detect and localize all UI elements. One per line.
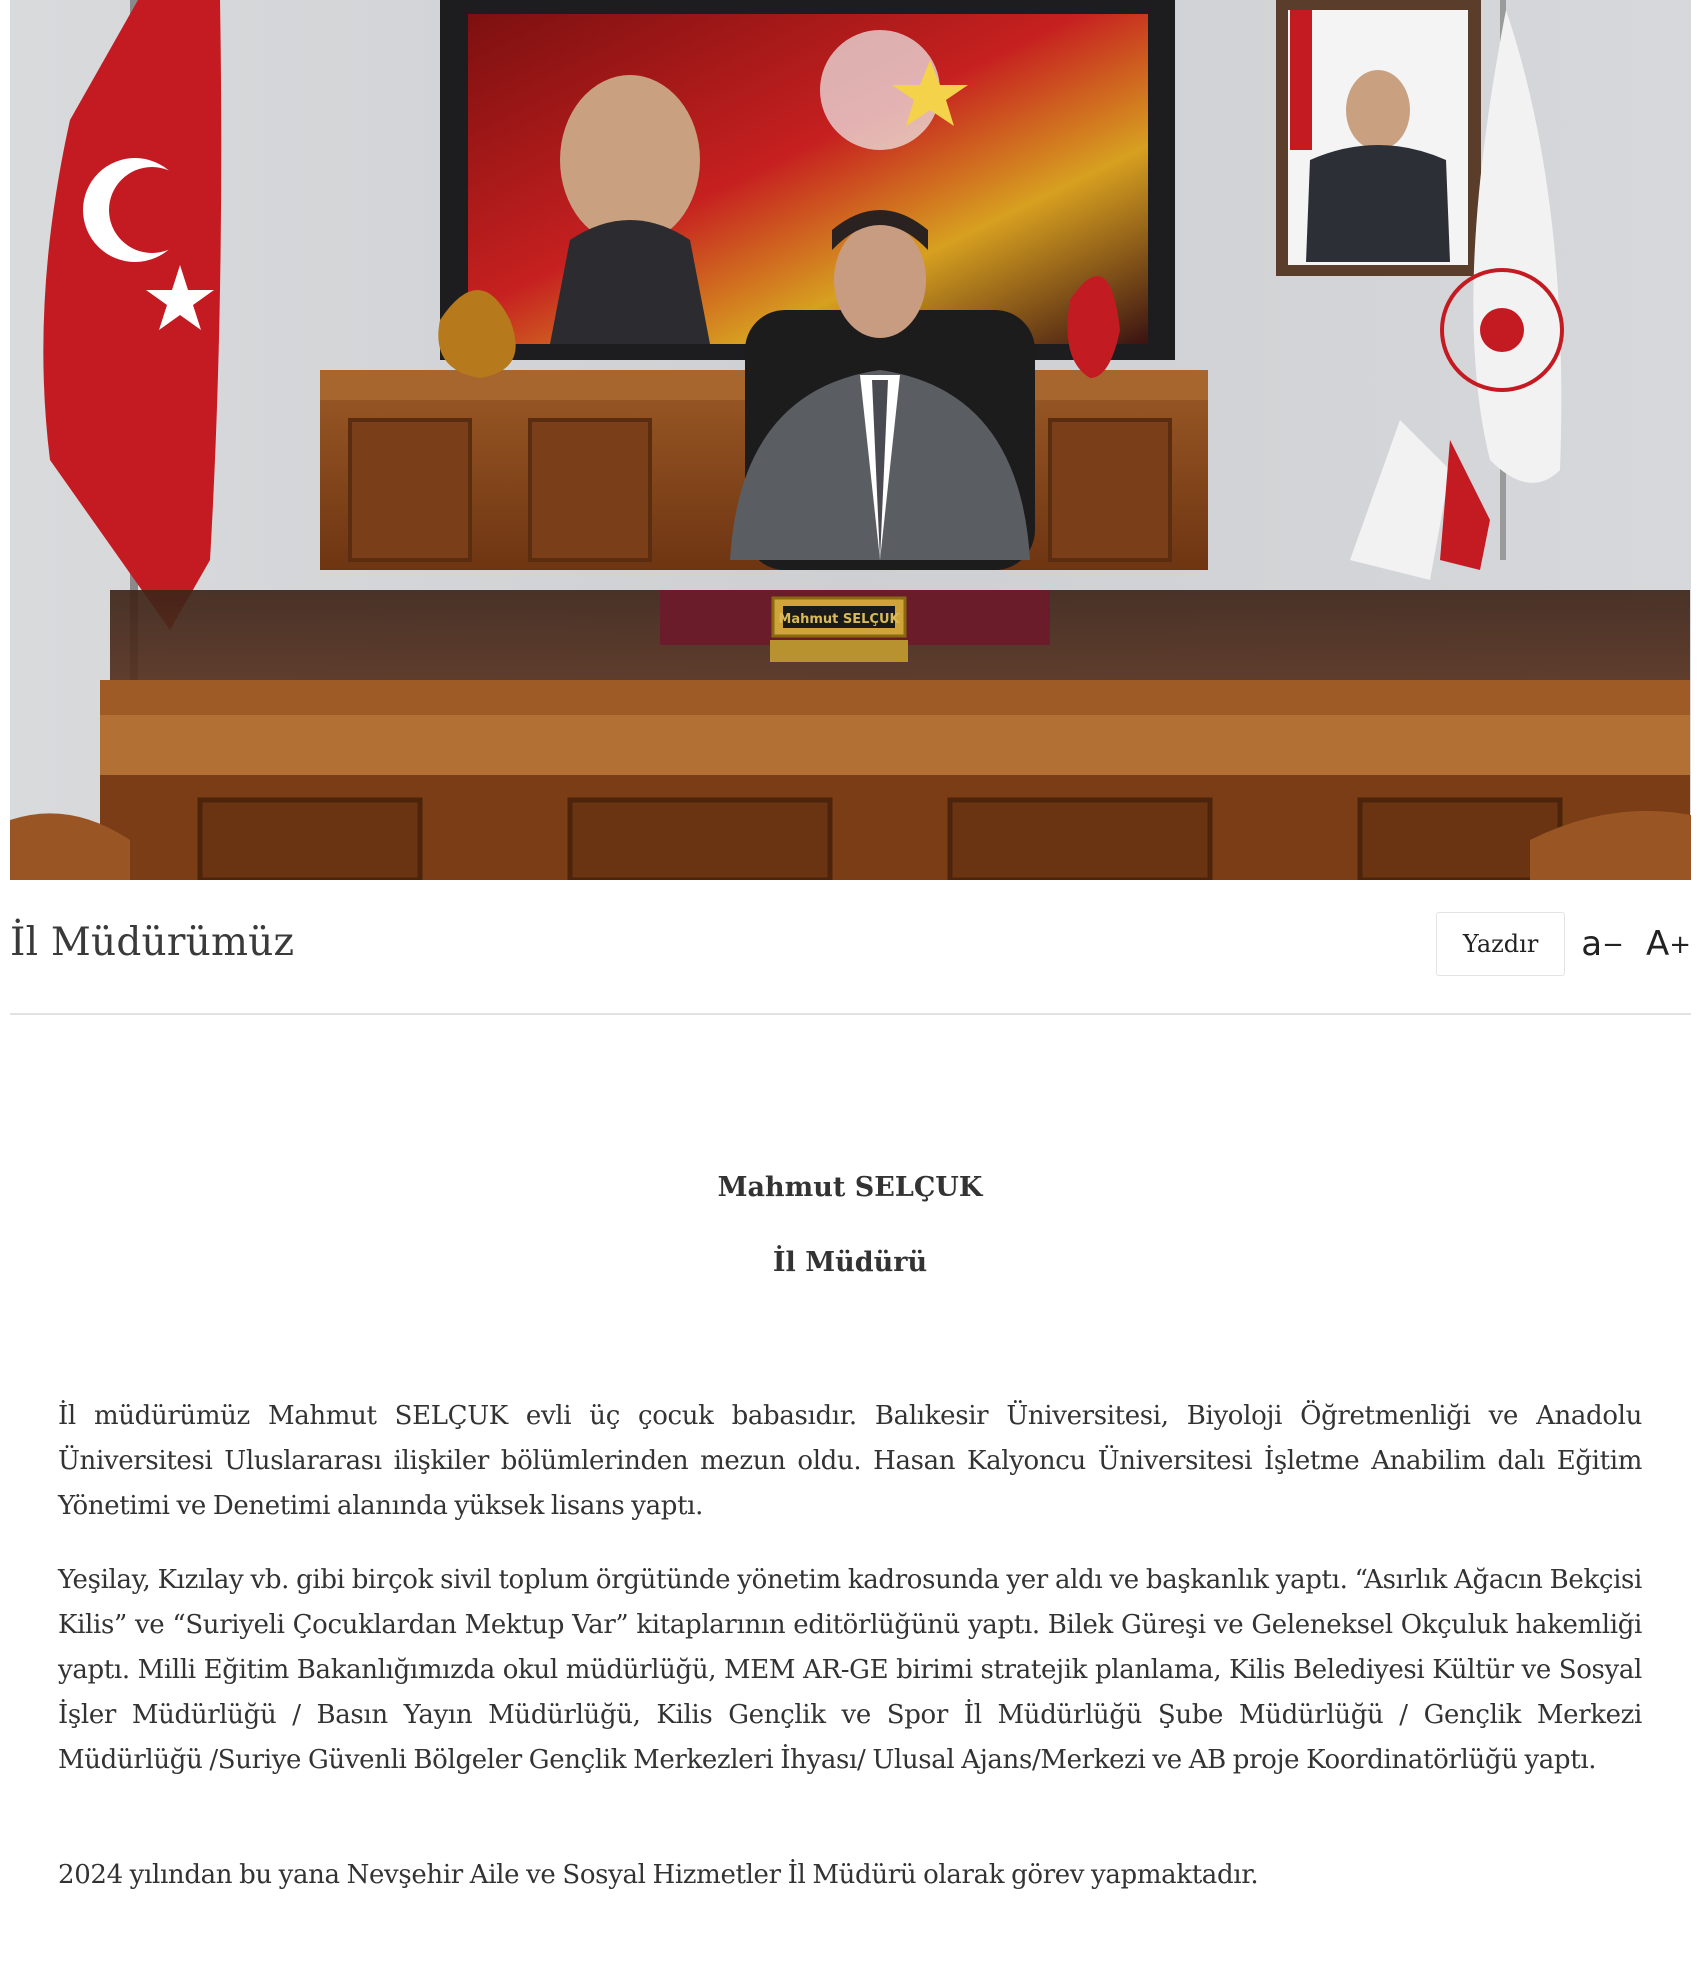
plus-icon: + [1669,930,1691,960]
bio-paragraph: 2024 yılından bu yana Nevşehir Aile ve Sosyal Hizmetler İl Müdürü olarak görev yapmaktadır. [58,1860,1259,1890]
font-decrease-button[interactable] [1581,924,1624,964]
bio-paragraph: İl müdürümüz Mahmut SELÇUK evli üç çocuk babasıdır. Balıkesir Üniversitesi, Biyoloji Öğretmenliği ve Anadolu Üniversitesi Uluslararası ilişkiler bölümlerinden mezun oldu. Hasan Kalyoncu Üniversitesi İşletme Anabilim dalı Eğitim Yönetimi ve Denetimi alanında yüksek lisans yaptı. [58,1401,1642,1521]
person-name: Mahmut SELÇUK [717,1172,983,1203]
hero-photo [10,0,1691,880]
page-title: İl Müdürümüz [10,920,295,965]
bio-paragraph: Yeşilay, Kızılay vb. gibi birçok sivil toplum örgütünde yönetim kadrosunda yer aldı ve başkanlık yaptı. “Asırlık Ağacın Bekçisi Kilis” ve “Suriyeli Çocuklardan Mektup Var” kitaplarının editörlüğünü yaptı. Bilek Güreşi ve Geleneksel Okçuluk hakemliği yaptı. Milli Eğitim Bakanlığımızda okul müdürlüğü, MEM AR-GE birimi stratejik planlama, Kilis Belediyesi Kültür ve Sosyal İşler Müdürlüğü / Basın Yayın Müdürlüğü, Kilis Gençlik ve Spor İl Müdürlüğü Şube Müdürlüğü / Gençlik Merkezi Müdürlüğü /Suriye Güvenli Bölgeler Gençlik Merkezleri İhyası/ Ulusal Ajans/Merkezi ve AB proje Koordinatörlüğü yaptı. [58,1565,1642,1775]
page-header [10,880,1691,1015]
president-portrait [1276,0,1481,276]
person-role: İl Müdürü [772,1247,928,1278]
page-tools [1436,912,1691,976]
font-increase-letter: A [1645,924,1670,964]
nameplate-text: Mahmut SELÇUK [778,612,900,627]
office-photo-illustration [10,0,1691,880]
minus-icon: − [1602,930,1624,960]
font-decrease-letter: a [1581,924,1603,964]
ataturk-portrait [440,0,1175,360]
font-increase-button[interactable] [1645,924,1691,964]
print-button[interactable]: Yazdır [1436,912,1565,976]
